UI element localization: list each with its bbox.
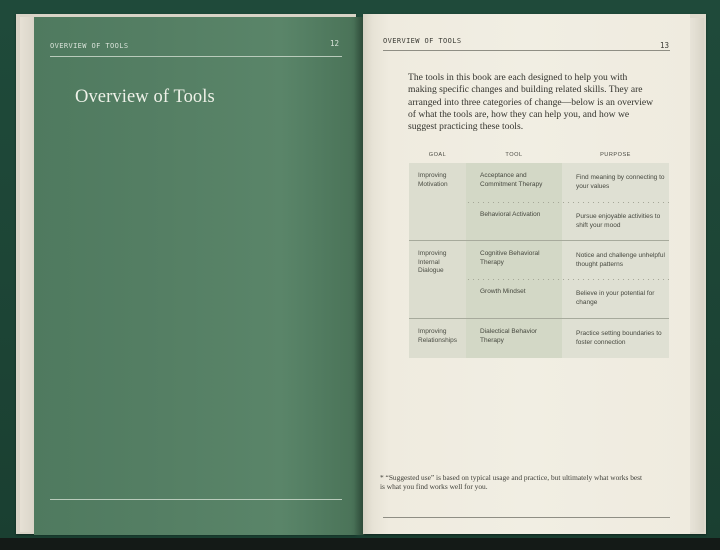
tool-cell: Behavioral Activation [466, 202, 562, 240]
table-header [409, 146, 669, 163]
tool-cell: Cognitive Behavioral Therapy [466, 241, 562, 279]
tools-overview-table [409, 146, 669, 358]
tool-cell: Growth Mindset [466, 279, 562, 318]
chapter-title: Overview of Tools [75, 87, 215, 107]
header-goal: GOAL [428, 151, 447, 158]
purpose-cell: Believe in your potential for change [562, 279, 669, 318]
table-group-motivation [409, 163, 669, 241]
purpose-cell: Practice setting boundaries to foster connection [562, 319, 669, 358]
footer-rule-left [50, 499, 342, 500]
table-row [466, 319, 669, 358]
goal-cell: Improving Motivation [409, 163, 466, 240]
intro-paragraph: The tools in this book are each designed to help you with making specific changes and building related skills. They are arranged into three categories of change—below is an overview of what the tools are, how they can help you, and how we suggest practicing these tools. [408, 72, 654, 133]
table-surface-shadow [0, 538, 720, 550]
page-number-right: 13 [659, 41, 669, 50]
footer-rule-right [383, 517, 670, 518]
page-number-left: 12 [329, 39, 339, 48]
header-rule-left [50, 56, 342, 57]
header-rule-right [383, 50, 670, 51]
tool-cell: Dialectical Behavior Therapy [466, 319, 562, 358]
table-row [466, 241, 669, 279]
header-purpose: PURPOSE [600, 151, 631, 158]
purpose-cell: Find meaning by connecting to your values [562, 163, 669, 202]
running-head-left: OVERVIEW OF TOOLS [50, 42, 129, 50]
table-group-relationships [409, 319, 669, 358]
table-group-internal-dialogue [409, 241, 669, 319]
goal-cell: Improving Internal Dialogue [409, 241, 466, 318]
table-row [466, 279, 669, 318]
table-row [466, 202, 669, 240]
table-row [466, 163, 669, 202]
running-head-right: OVERVIEW OF TOOLS [383, 37, 462, 45]
purpose-cell: Notice and challenge unhelpful thought patterns [562, 241, 669, 279]
left-page [34, 17, 364, 535]
goal-cell: Improving Relationships [409, 319, 466, 358]
tool-cell: Acceptance and Commitment Therapy [466, 163, 562, 202]
footnote: * “Suggested use” is based on typical usage and practice, but ultimately what works best is what you find works well for you. [380, 473, 643, 492]
purpose-cell: Pursue enjoyable activities to shift your mood [562, 202, 669, 240]
header-tool: TOOL [505, 151, 523, 158]
